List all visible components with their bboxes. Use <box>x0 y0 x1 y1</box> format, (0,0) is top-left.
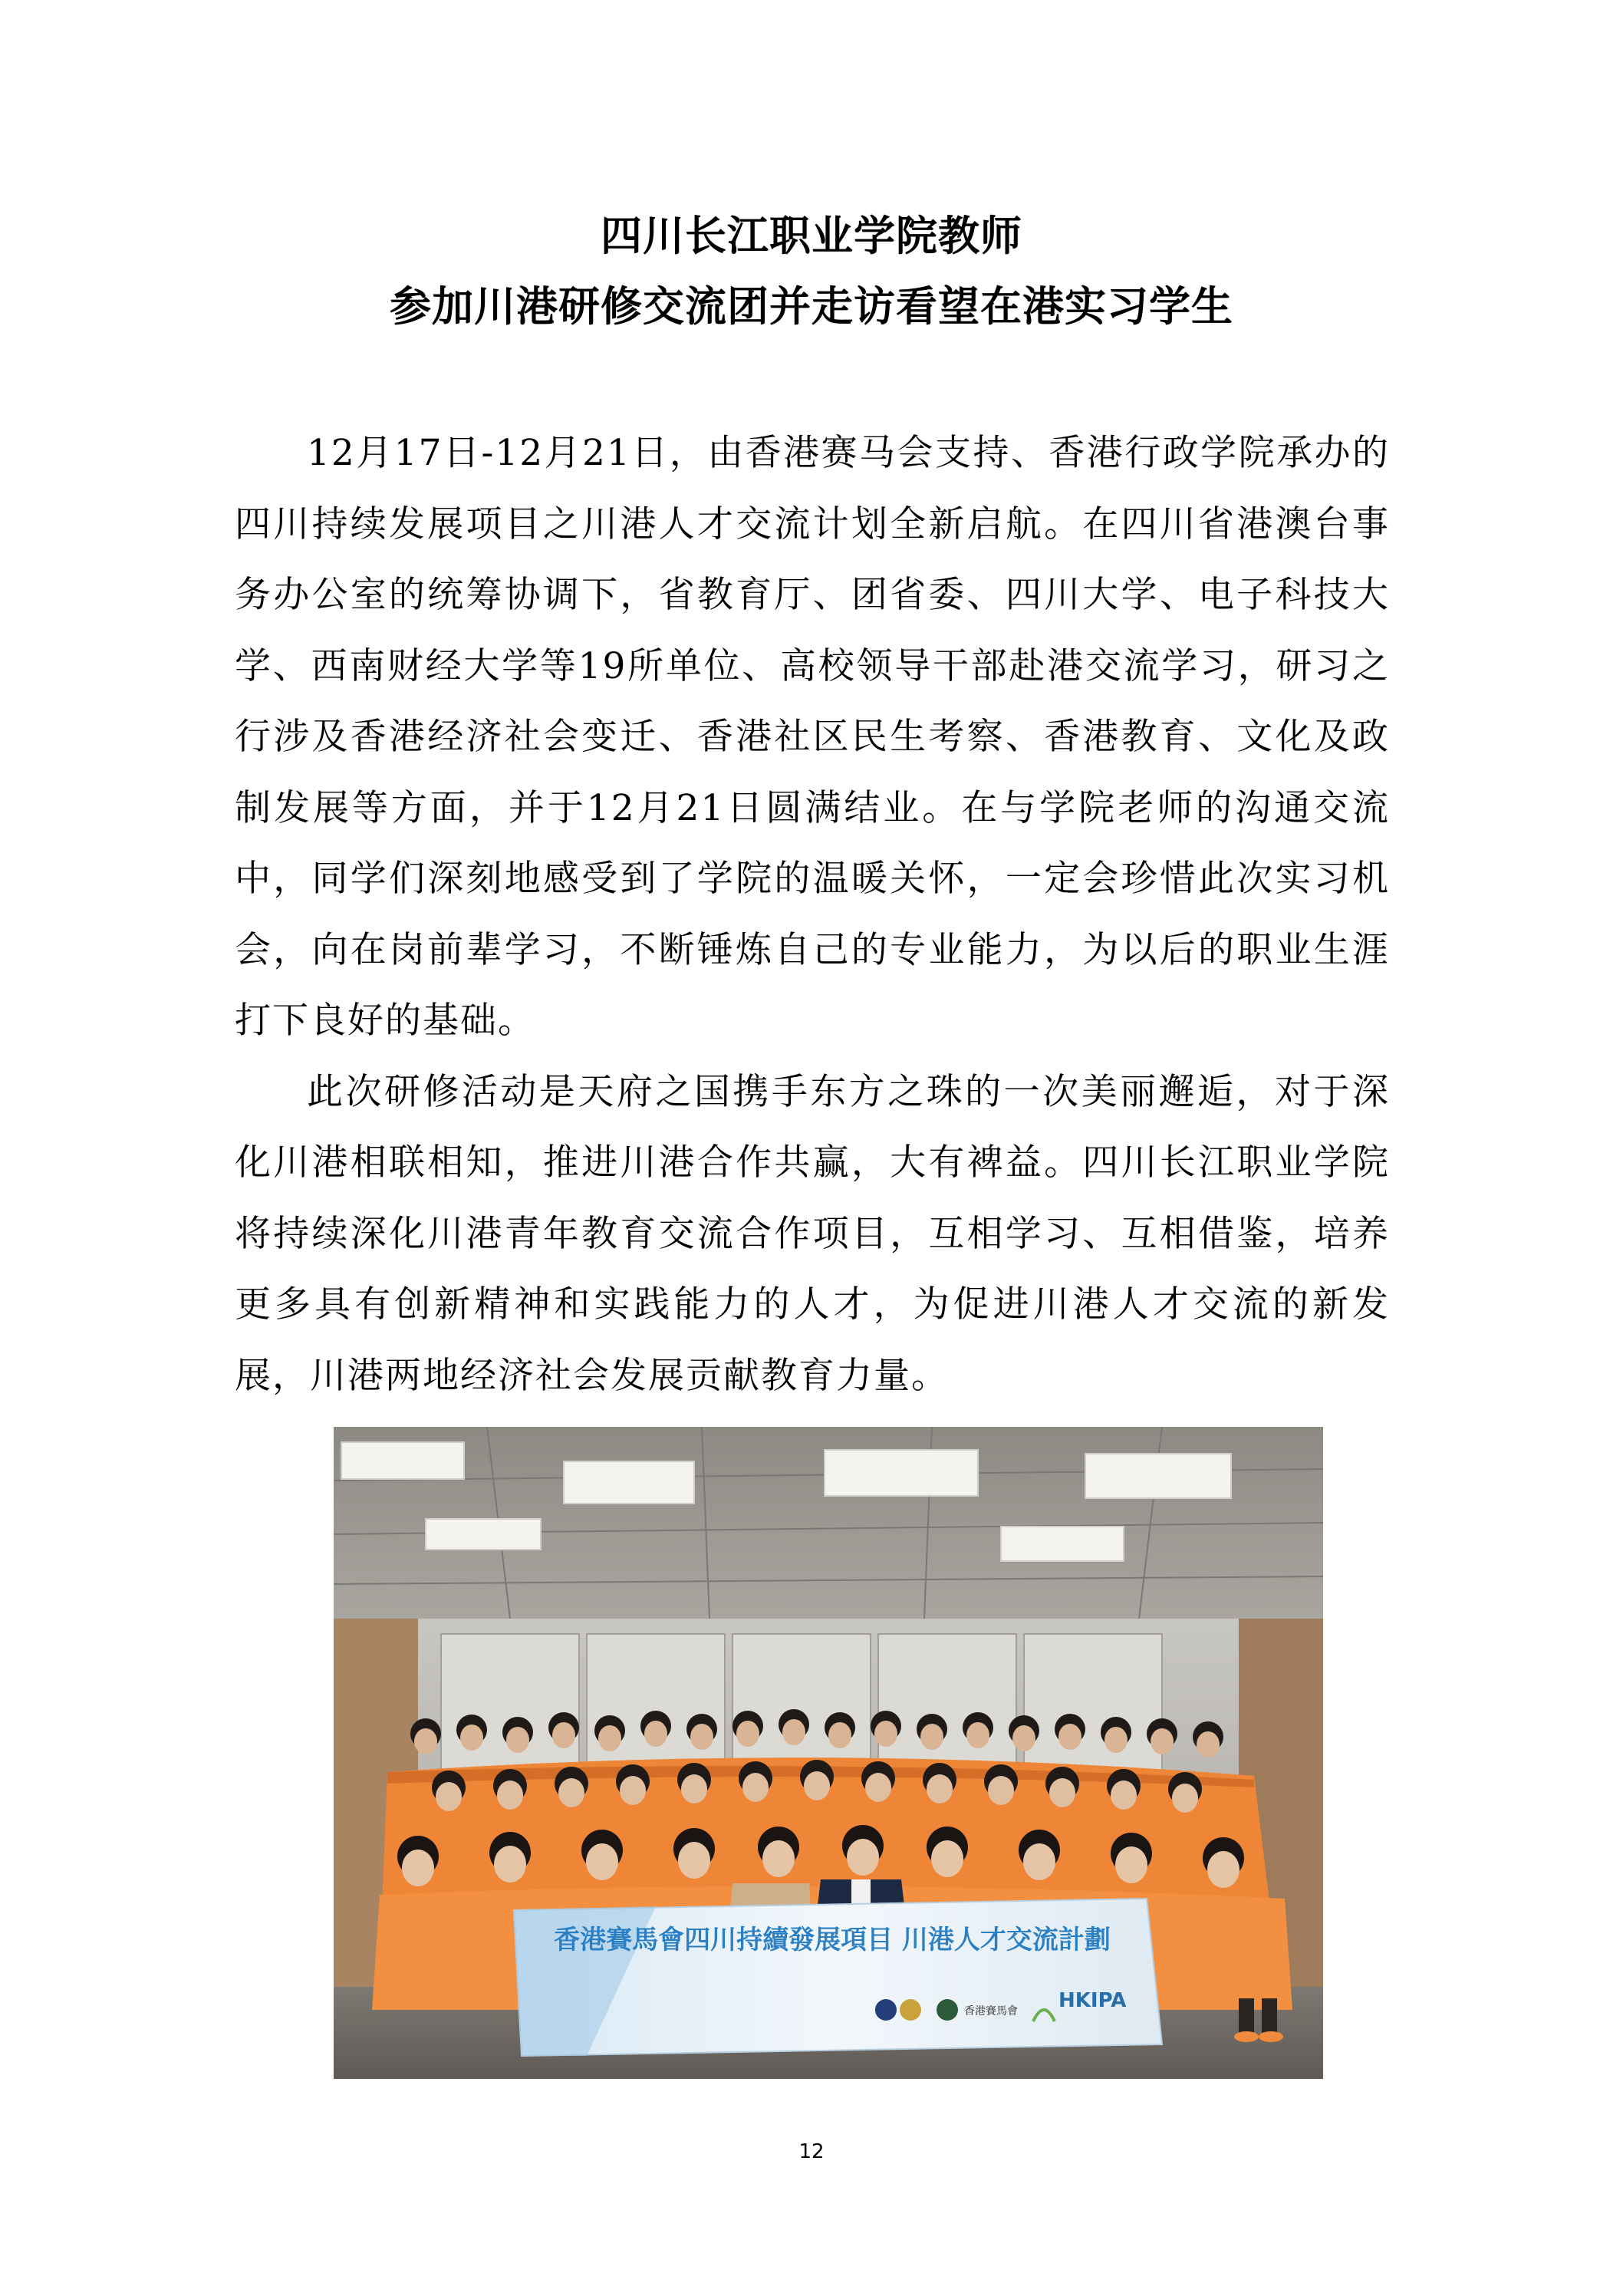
banner-text: 香港賽馬會四川持續發展項目 川港人才交流計劃 <box>554 1925 1111 1955</box>
article-body <box>235 418 1390 1412</box>
paragraph-1: 12月17日-12月21日，由香港赛马会支持、香港行政学院承办的四川持续发展项目之川港人才交流计划全新启航。在四川省港澳台事务办公室的统筹协调下，省教育厅、团省委、四川大学、电子科技大学、西南财经大学等19所单位、高校领导干部赴港交流学习，研习之行涉及香港经济社会变迁、香港社区民生考察、香港教育、文化及政制发展等方面，并于12月21日圆满结业。在与学院老师的沟通交流中，同学们深刻地感受到了学院的温暖关怀，一定会珍惜此次实习机会，向在岗前辈学习，不断锤炼自己的专业能力，为以后的职业生涯打下良好的基础。 <box>235 432 1390 1042</box>
paragraph-2: 此次研修活动是天府之国携手东方之珠的一次美丽邂逅，对于深化川港相联相知，推进川港合作共赢，大有裨益。四川长江职业学院将持续深化川港青年教育交流合作项目，互相学习、互相借鉴，培养更多具有创新精神和实践能力的人才，为促进川港人才交流的新发展，川港两地经济社会发展贡献教育力量。 <box>235 1070 1390 1397</box>
photo-banner <box>514 1899 1162 2056</box>
group-photo <box>334 1427 1323 2079</box>
page-number: 12 <box>798 2140 825 2163</box>
document-title-line1: 四川长江职业学院教师 <box>601 212 1022 260</box>
logo-text-jockey-club: 香港賽馬會 <box>964 2005 1018 2018</box>
logo-text-hkipa: HKIPA <box>1058 1989 1127 2012</box>
document-title-line2: 参加川港研修交流团并走访看望在港实习学生 <box>390 282 1233 331</box>
